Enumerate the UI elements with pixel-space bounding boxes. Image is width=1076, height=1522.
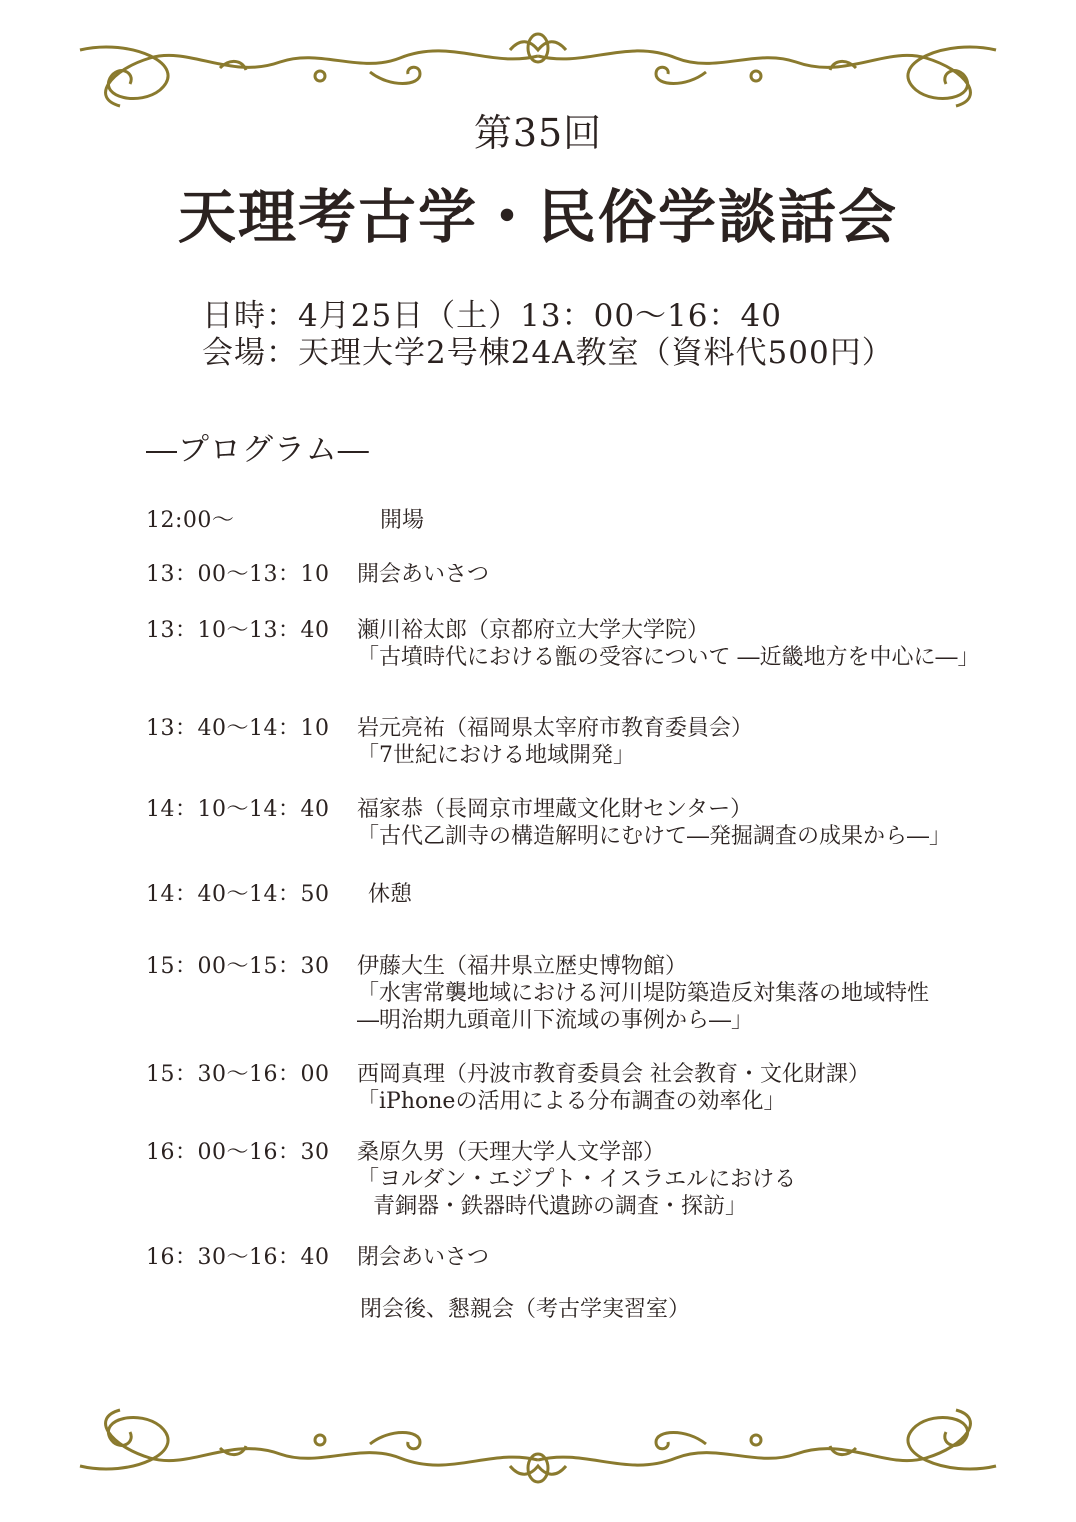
program-speaker: 福家恭（長岡京市埋蔵文化財センター） (357, 797, 753, 822)
program-talk-subtitle: 青銅器・鉄器時代遺跡の調査・探訪」 (373, 1194, 748, 1219)
event-title: 天理考古学・民俗学談話会 (177, 183, 898, 251)
program-talk-title: 「7世紀における地域開発」 (357, 743, 635, 768)
program-talk-title: 「古代乙訓寺の構造解明にむけて―発掘調査の成果から―」 (357, 824, 952, 849)
program-time: 14：40〜14：50 (146, 882, 330, 907)
program-line: 開場 (380, 508, 425, 533)
program-time: 14：10〜14：40 (146, 797, 330, 822)
program-time: 15：00〜15：30 (146, 954, 330, 979)
program-line: 休憩 (368, 882, 413, 907)
program-speaker: 桑原久男（天理大学人文学部） (357, 1140, 666, 1165)
program-time: 13：10〜13：40 (146, 618, 330, 643)
program-talk-title: 「古墳時代における甑の受容について ―近畿地方を中心に―」 (357, 645, 980, 670)
program-line: 閉会あいさつ (357, 1245, 490, 1270)
program-speaker: 瀬川裕太郎（京都府立大学大学院） (357, 618, 710, 643)
program-talk-title: 「水害常襲地域における河川堤防築造反対集落の地域特性 (357, 981, 930, 1006)
program-talk-title: 「ヨルダン・エジプト・イスラエルにおける (357, 1167, 797, 1192)
program-time: 13：00〜13：10 (146, 562, 330, 587)
program-time: 16：00〜16：30 (146, 1140, 330, 1165)
program-speaker: 岩元亮祐（福岡県太宰府市教育委員会） (357, 716, 754, 741)
bottom-ornament-flourish (70, 1408, 1006, 1488)
top-ornament-flourish (70, 28, 1006, 108)
program-talk-title: 「iPhoneの活用による分布調査の効率化」 (357, 1089, 786, 1114)
program-talk-subtitle: ―明治期九頭竜川下流域の事例から―」 (357, 1008, 754, 1033)
program-speaker: 伊藤大生（福井県立歴史博物館） (357, 954, 688, 979)
event-date: 日時：4月25日（土）13：00〜16：40 (202, 298, 782, 334)
program-time: 12:00〜 (146, 508, 235, 533)
program-line: 開会あいさつ (357, 562, 490, 587)
program-heading: ―プログラム― (146, 432, 370, 468)
program-time: 15：30〜16：00 (146, 1062, 330, 1087)
program-time: 16：30〜16：40 (146, 1245, 330, 1270)
reception-note: 閉会後、懇親会（考古学実習室） (360, 1297, 691, 1322)
edition-label: 第35回 (473, 111, 603, 155)
program-time: 13：40〜14：10 (146, 716, 330, 741)
program-speaker: 西岡真理（丹波市教育委員会 社会教育・文化財課） (357, 1062, 870, 1087)
event-venue: 会場：天理大学2号棟24A教室（資料代500円） (202, 335, 894, 371)
